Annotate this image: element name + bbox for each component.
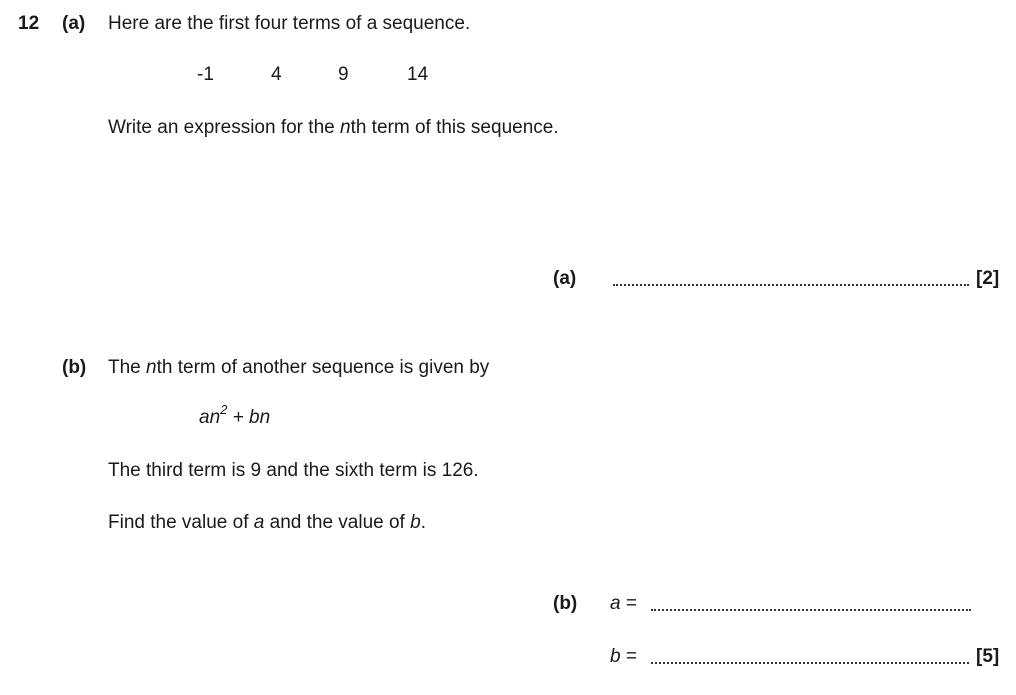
- part-b-intro: The nth term of another sequence is given by: [108, 357, 490, 378]
- question-number: 12: [18, 13, 40, 34]
- part-b-label: (b): [62, 357, 87, 378]
- answer-a-var: a =: [610, 593, 637, 614]
- sequence-term: 14: [407, 64, 429, 85]
- nth-term-formula: $an^2$ + bn: [199, 402, 271, 428]
- answer-a-label: (a): [553, 268, 577, 289]
- part-b-find: Find the value of a and the value of b.: [108, 512, 426, 533]
- answer-a-value-line[interactable]: [651, 609, 971, 611]
- answer-b-var: b =: [610, 646, 637, 667]
- sequence-term: 9: [338, 64, 349, 85]
- part-a-label: (a): [62, 13, 86, 34]
- sequence-term: -1: [197, 64, 214, 85]
- answer-a-line[interactable]: [613, 284, 969, 286]
- answer-b-value-line[interactable]: [651, 662, 969, 664]
- part-a-marks: [2]: [976, 268, 1000, 289]
- part-a-intro: Here are the first four terms of a sequence.: [108, 13, 471, 34]
- sequence-term: 4: [271, 64, 282, 85]
- part-b-marks: [5]: [976, 646, 1000, 667]
- part-a-instruction: Write an expression for the nth term of this sequence.: [108, 117, 559, 138]
- answer-b-label: (b): [553, 593, 578, 614]
- part-b-given: The third term is 9 and the sixth term is 126.: [108, 460, 479, 481]
